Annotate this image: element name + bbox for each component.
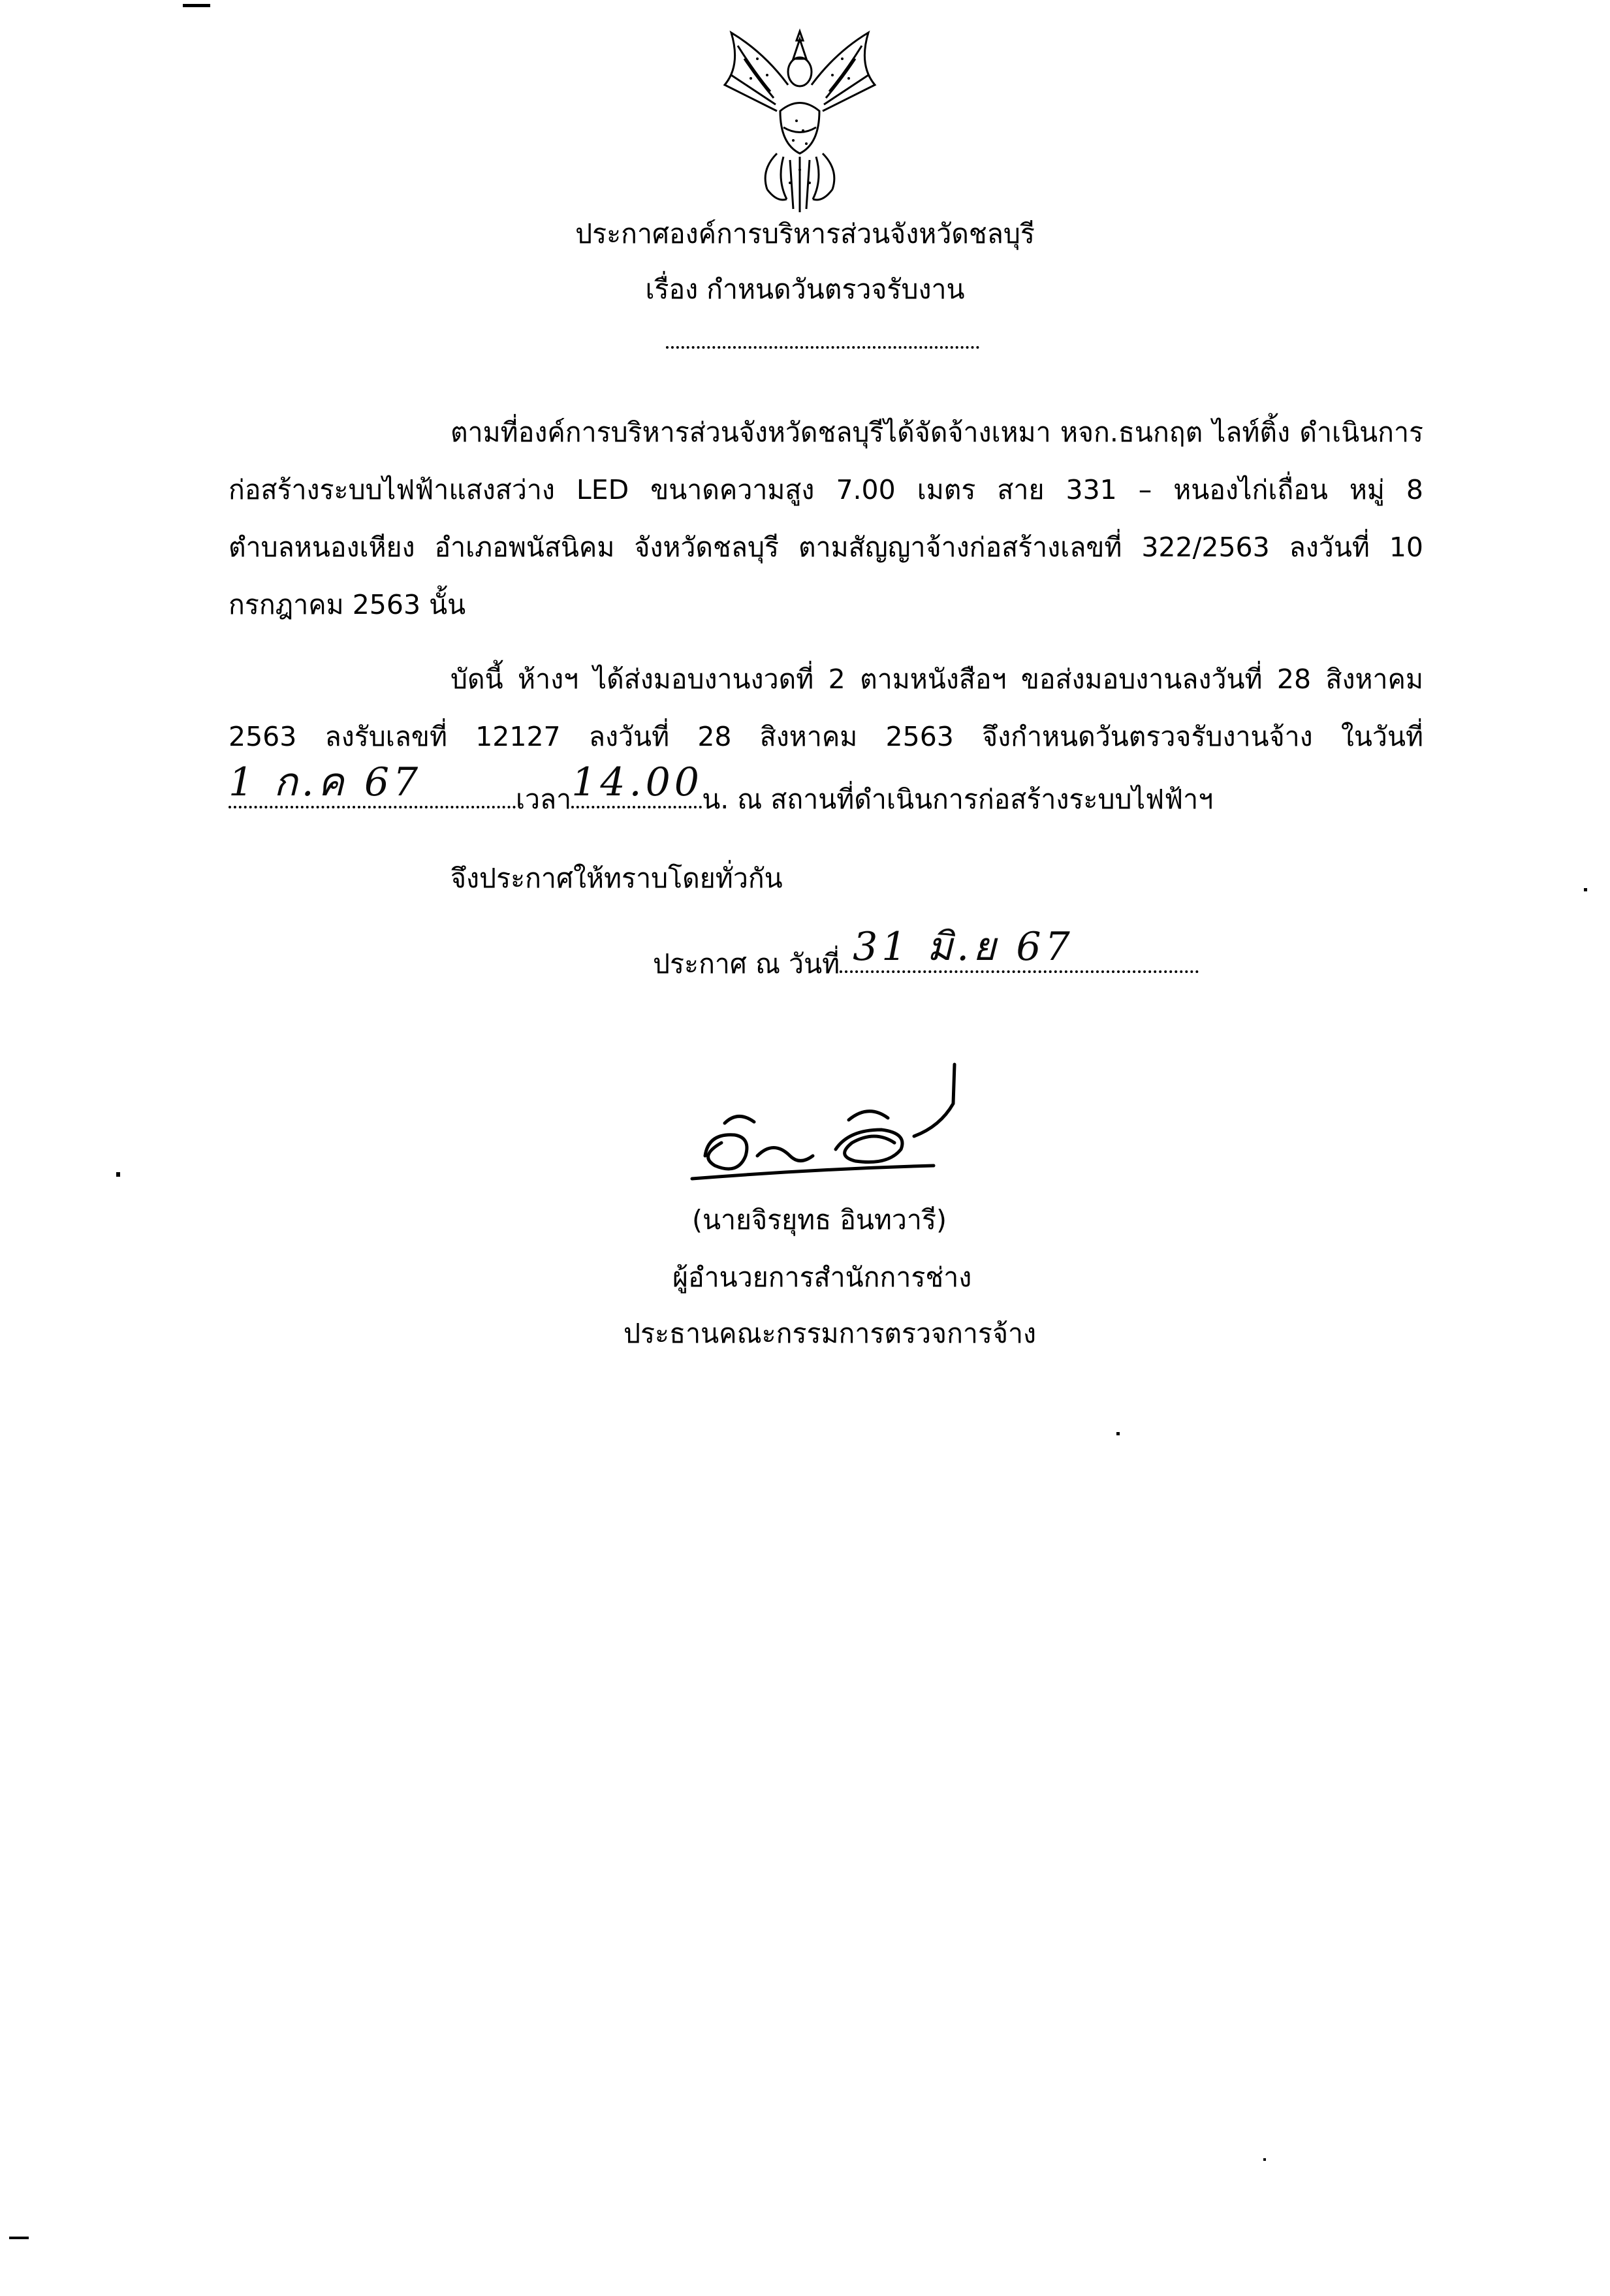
handwritten-inspection-date: 1 ก.ค 67 — [229, 759, 422, 805]
scan-mark — [116, 1172, 120, 1177]
time-label: เวลา — [516, 784, 572, 815]
signatory-role: ประธานคณะกรรมการตรวจการจ้าง — [623, 1318, 1037, 1349]
paragraph-2-line: 2563 ลงรับเลขที่ 12127 ลงวันที่ 28 สิงหาคม 2563 จึงกำหนดวันตรวจรับงานจ้าง ในวันที่ — [229, 721, 1423, 752]
scan-mark — [1584, 888, 1587, 891]
paragraph-1-line: ตำบลหนองเหียง อำเภอพนัสนิคม จังหวัดชลบุรี ตามสัญญาจ้างก่อสร้างเลขที่ 322/2563 ลงวันที่ 10 — [229, 532, 1423, 563]
paragraph-1-line: ก่อสร้างระบบไฟฟ้าแสงสว่าง LED ขนาดความสูง 7.00 เมตร สาย 331 – หนองไก่เถื่อน หมู่ 8 — [229, 474, 1423, 505]
announce-statement: จึงประกาศให้ทราบโดยทั่วกัน — [450, 863, 783, 894]
scan-mark — [9, 2237, 29, 2239]
scan-mark — [1263, 2158, 1266, 2161]
handwritten-announcement-date: 31 มิ.ย 67 — [853, 924, 1074, 970]
announcement-subject: เรื่อง กำหนดวันตรวจรับงาน — [645, 274, 965, 305]
announcement-date-line — [653, 924, 1199, 982]
time-unit-label: น. — [702, 784, 729, 815]
handwritten-signature-icon — [686, 1058, 986, 1188]
paragraph-2-line: บัดนี้ ห้างฯ ได้ส่งมอบงานงวดที่ 2 ตามหนังสือฯ ขอส่งมอบงานลงวันที่ 28 สิงหาคม — [450, 663, 1423, 695]
handwritten-inspection-time: 14.00 — [571, 759, 703, 805]
announcement-date-field — [840, 924, 1199, 973]
paragraph-1-line: กรกฎาคม 2563 นั้น — [229, 589, 466, 620]
signatory-position: ผู้อำนวยการสำนักการช่าง — [672, 1262, 972, 1293]
announcement-title: ประกาศองค์การบริหารส่วนจังหวัดชลบุรี — [575, 218, 1035, 249]
inspection-location-text: ณ สถานที่ดำเนินการก่อสร้างระบบไฟฟ้าฯ — [729, 784, 1214, 815]
signatory-name: (นายจิรยุทธ อินทวารี) — [692, 1204, 947, 1236]
inspection-date-field — [229, 759, 516, 808]
announcement-date-label: ประกาศ ณ วันที่ — [653, 948, 840, 980]
paragraph-1-line: ตามที่องค์การบริหารส่วนจังหวัดชลบุรีได้จัดจ้างเหมา หจก.ธนกฤต ไลท์ติ้ง ดำเนินการ — [450, 417, 1423, 448]
scan-mark — [183, 4, 210, 7]
inspection-date-line — [229, 759, 1423, 815]
header-dotted-divider — [666, 346, 979, 349]
scan-mark — [1116, 1432, 1120, 1435]
garuda-emblem-icon — [705, 13, 894, 222]
inspection-time-field — [571, 759, 703, 808]
